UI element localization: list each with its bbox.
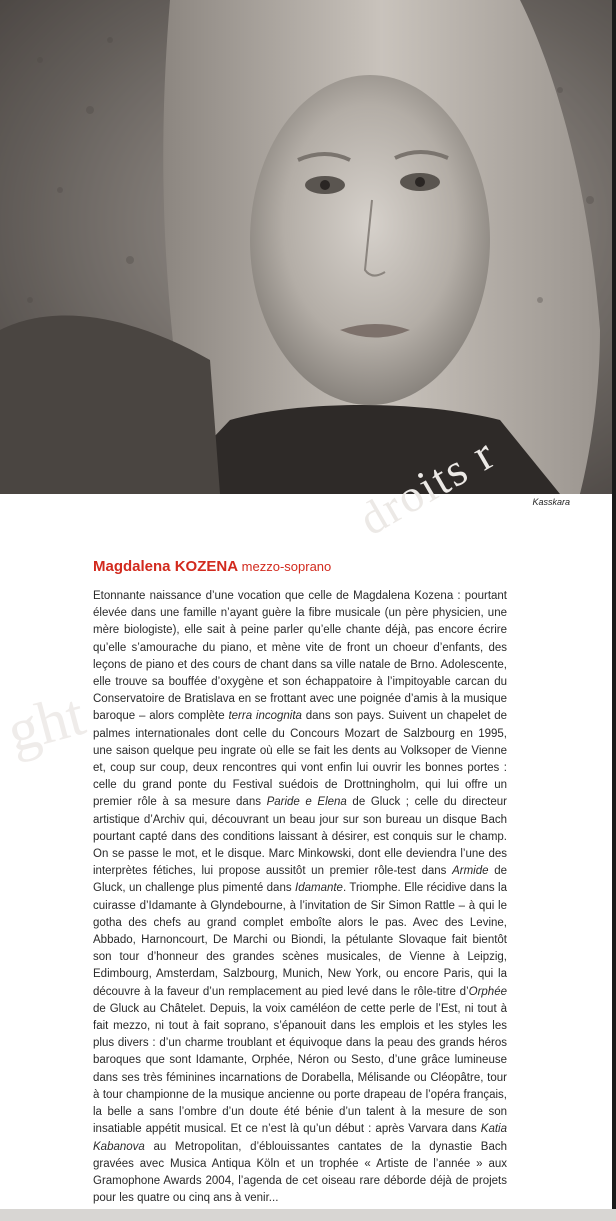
bio-emph-5: Orphée xyxy=(468,985,507,998)
bio-text-4: de Gluck, un challenge plus pimenté dans xyxy=(93,865,507,895)
bio-text-5: . Triomphe. Elle récidive dans la cuirasse d’Idamante à Glyndebourne, à l’invitation de Sir Simon Rattle – à qui le gotha des chefs au grand complet emboîte alors le pas. Avec des Levine, Abbado, Harnoncourt, De Marchi ou Biondi, la pétulante Slovaque fait bientôt son tour d’honneur des grandes scènes musicales, de Vienne à Leipzig, Edimbourg, Amsterdam, Salzbourg, Munich, New York, ou encore Paris, qui la découvre à la faveur d’un remplacement au pied levé dans le rôle-titre d’ xyxy=(93,882,507,998)
artist-last-name: KOZENA xyxy=(174,558,238,575)
bio-text-2: dans son pays. Suivent un chapelet de palmes internationales dont celle du Concours Mozart de Salzbourg en 1995, une saison quelque peu ingrate où elle se fait les dents au Volksoper de Vienne et, coup sur coup, deux rencontres qui vont enfin lui ouvrir les bonnes portes : celle du grand ponte du Festival suédois de Drottningholm, qui lui offre un premier rôle à sa mesure dans xyxy=(93,710,507,809)
watermark-text: droits r xyxy=(350,427,504,546)
portrait-illustration xyxy=(0,0,616,494)
scan-edge-right xyxy=(612,0,616,1221)
artist-heading xyxy=(93,558,507,576)
bio-text-6: de Gluck au Châtelet. Depuis, la voix caméléon de cette perle de l’Est, ni tout à fait mezzo, ni tout à fait soprano, s’épanouit dans les emplois et les styles les plus divers : d’un charme troublant et équivoque dans la peau des grands héros baroques que sont Idamante, Orphée, Néron ou Sesto, d’une grâce lumineuse dans ses très féminines incarnations de Dorabella, Mélisande ou Cléopâtre, tour à tour championne de la musique ancienne ou porte drapeau de l’opéra français, la belle a sans l’ombre d’un doute été bénie d’un talent à la mesure de son insatiable appétit musical. Et ce n’est là qu’un début : après Varvara dans xyxy=(93,1002,507,1136)
biography-section xyxy=(93,558,507,1207)
bio-emph-2: Paride e Elena xyxy=(266,796,347,809)
bio-emph-3: Armide xyxy=(452,865,489,878)
bio-text-7: au Metropolitan, d’éblouissantes cantates de la dynastie Bach gravées avec Musica Antiqua Köln et un trophée « Artiste de l’année » aux Gramophone Awards 2004, l’agenda de cet oiseau rare déborde déjà de projets pour les quatre ou cinq ans à venir... xyxy=(93,1140,507,1205)
artist-role: mezzo-soprano xyxy=(241,559,332,574)
photo-credit: Kasskara xyxy=(532,497,570,507)
bio-text-1: Etonnante naissance d’une vocation que celle de Magdalena Kozena : pourtant élevée dans une famille n’ayant guère la fibre musicale (un père physicien, une mère biologiste), elle sait à peine parler qu’elle chante déjà, pas encore écrire qu’elle s’amourache du piano, et mène vite de front un choeur d’enfants, des leçons de piano et des cours de chant dans sa ville natale de Brno. Adolescente, elle trouve sa bouffée d’oxygène et son échappatoire à l’impitoyable carcan du Conservatoire de Bratislava en se frottant avec une poignée d’amis à la musique baroque – alors complète xyxy=(93,590,507,723)
bio-emph-1: terra incognita xyxy=(228,710,302,723)
biography-paragraph xyxy=(93,588,507,1207)
portrait-photo xyxy=(0,0,616,494)
bio-text-3: de Gluck ; celle du directeur artistique d’Archiv qui, découvrant un beau jour sur son bureau un disque Bach pourtant capté dans des conditions laissant à désirer, est conquis sur le champ. On se passe le mot, et le disque. Marc Minkowski, dont elle deviendra l’une des interprètes fétiches, lui propose aussitôt un premier rôle-test dans xyxy=(93,796,507,878)
bio-emph-6: Katia Kabanova xyxy=(93,1123,507,1153)
watermark-text-left: ght xyxy=(0,681,92,765)
artist-first-name: Magdalena xyxy=(93,558,171,575)
scan-edge-bottom xyxy=(0,1209,616,1221)
bio-emph-4: Idamante xyxy=(295,882,343,895)
